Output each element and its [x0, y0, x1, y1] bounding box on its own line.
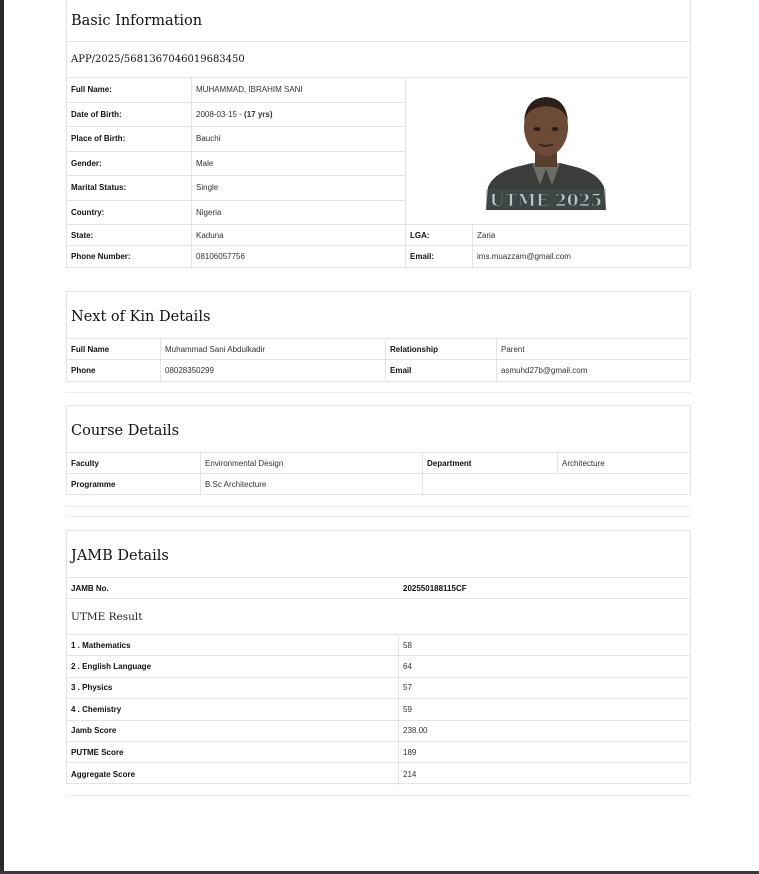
- table-row: [67, 246, 690, 267]
- department-value: Architecture: [557, 453, 691, 473]
- utme-result-heading: UTME Result: [71, 610, 143, 623]
- phone-number-value: 08106057756: [191, 246, 405, 267]
- photo-watermark: UTME 2025: [489, 191, 603, 210]
- faculty-label: Faculty: [71, 458, 100, 468]
- table-row: [67, 453, 690, 474]
- jamb-number-value: 202550188115CF: [403, 583, 467, 593]
- jamb-number-label: JAMB No.: [71, 583, 109, 593]
- date-of-birth-value: [191, 103, 405, 127]
- table-row: [67, 721, 690, 742]
- kin-relationship-label: Relationship: [385, 339, 496, 359]
- table-row: [67, 578, 690, 599]
- age-text: (17 yrs): [244, 109, 273, 119]
- table-row: [67, 78, 405, 103]
- phone-number-label: Phone Number:: [71, 252, 131, 261]
- result-value: 238.00: [398, 721, 691, 741]
- utme-result-heading-row: [67, 599, 690, 635]
- full-name-label: Full Name:: [71, 85, 112, 95]
- lga-label: LGA:: [405, 225, 472, 245]
- kin-relationship-value: Parent: [496, 339, 691, 359]
- next-of-kin-title: Next of Kin Details: [67, 292, 690, 339]
- gender-label: Gender:: [71, 158, 102, 168]
- empty-cell: [422, 474, 691, 495]
- place-of-birth-value: Bauchi: [191, 127, 405, 151]
- table-row: [67, 225, 690, 246]
- date-of-birth-date: 2008-03-15 -: [196, 109, 245, 119]
- divider: [66, 392, 691, 393]
- table-row: [67, 656, 690, 677]
- divider: [66, 516, 691, 517]
- table-row: [67, 474, 690, 495]
- result-label: 3 . Physics: [71, 683, 113, 693]
- result-label: 4 . Chemistry: [71, 704, 122, 714]
- jamb-details-title: JAMB Details: [67, 531, 690, 578]
- email-label: Email:: [405, 246, 472, 267]
- kin-email-value: asmuhd27b@gmail.com: [496, 360, 691, 381]
- divider: [66, 795, 691, 796]
- country-label: Country:: [71, 207, 105, 217]
- country-value: Nigeria: [191, 201, 405, 225]
- table-row: [67, 176, 405, 201]
- date-of-birth-label: Date of Birth:: [71, 109, 122, 119]
- faculty-value: Environmental Design: [200, 453, 422, 473]
- result-label: Jamb Score: [71, 726, 117, 736]
- table-row: [67, 103, 405, 128]
- result-label: PUTME Score: [71, 747, 124, 757]
- programme-value: B.Sc Architecture: [200, 474, 422, 495]
- application-number: APP/2025/5681367046019683450: [71, 54, 245, 65]
- table-row: [67, 763, 690, 784]
- result-value: 59: [398, 699, 691, 719]
- table-row: [67, 360, 690, 381]
- basic-information-title: Basic Information: [67, 0, 690, 42]
- marital-status-value: Single: [191, 176, 405, 200]
- result-value: 58: [398, 635, 691, 655]
- application-number-row: [67, 42, 690, 78]
- table-row: [67, 127, 405, 152]
- lga-value: Zaria: [472, 225, 691, 245]
- jamb-details-card: [66, 530, 691, 784]
- programme-label: Programme: [71, 480, 116, 489]
- kin-full-name-label: Full Name: [71, 344, 110, 354]
- place-of-birth-label: Place of Birth:: [71, 134, 126, 144]
- kin-email-label: Email: [385, 360, 496, 381]
- gender-value: Male: [191, 152, 405, 176]
- result-label: 2 . English Language: [71, 662, 152, 672]
- state-value: Kaduna: [191, 225, 405, 245]
- table-row: [67, 742, 690, 763]
- table-row: [67, 699, 690, 720]
- result-value: 189: [398, 742, 691, 762]
- marital-status-label: Marital Status:: [71, 183, 127, 193]
- result-value: 64: [398, 656, 691, 676]
- window-left-edge: [0, 0, 4, 874]
- table-row: [67, 678, 690, 699]
- divider: [66, 506, 691, 507]
- next-of-kin-card: [66, 291, 691, 382]
- passport-photo: [484, 87, 608, 210]
- state-label: State:: [71, 230, 94, 240]
- result-value: 214: [398, 763, 691, 784]
- kin-phone-value: 08028350299: [160, 360, 385, 381]
- table-row: [67, 201, 405, 226]
- table-row: [67, 635, 690, 656]
- result-label: 1 . Mathematics: [71, 640, 131, 650]
- kin-phone-label: Phone: [71, 366, 96, 375]
- result-label: Aggregate Score: [71, 769, 136, 779]
- department-label: Department: [422, 453, 557, 473]
- table-row: [67, 152, 405, 177]
- course-details-title: Course Details: [67, 406, 690, 453]
- kin-full-name-value: Muhammad Sani Abdulkadir: [160, 339, 385, 359]
- email-value: ims.muazzam@gmail.com: [472, 246, 691, 267]
- table-row: [67, 339, 690, 360]
- course-details-card: [66, 405, 691, 495]
- result-value: 57: [398, 678, 691, 698]
- full-name-value: MUHAMMAD, IBRAHIM SANI: [191, 78, 405, 102]
